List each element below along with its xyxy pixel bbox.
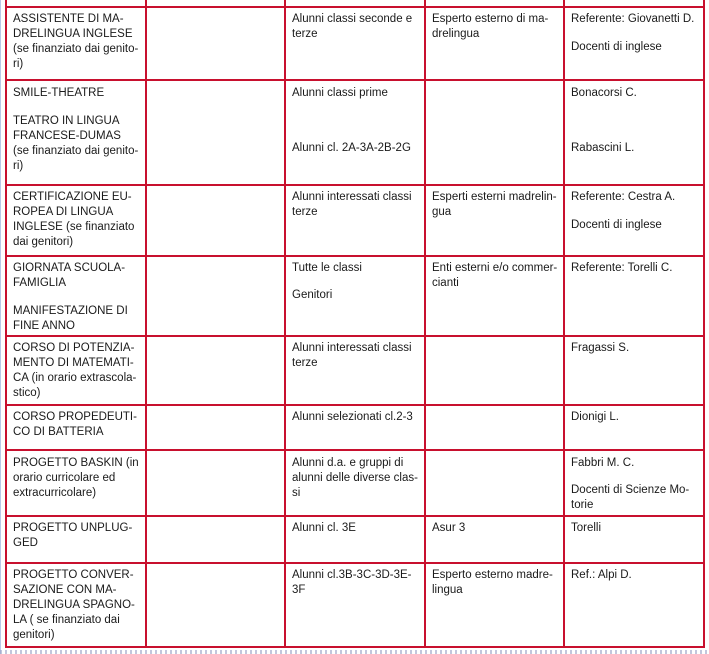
cell-text-line: Rabascini L. [571, 142, 635, 154]
recipients-cell [286, 341, 412, 371]
cell-text-line: Alunni d.a. e gruppi di [292, 457, 404, 469]
project-cell [7, 12, 138, 72]
row-divider [5, 184, 705, 186]
column-divider [145, 0, 147, 648]
cell-text-line: Bonacorsi C. [571, 87, 637, 99]
cell-text-line: CO DI BATTERIA [13, 426, 104, 438]
cell-text-line: Alunni cl.3B-3C-3D-3E- [292, 569, 412, 581]
cell-text-line: torie [571, 499, 594, 511]
referents-cell [565, 521, 601, 536]
referents-cell [565, 341, 629, 356]
row-divider [5, 515, 705, 517]
recipients-cell [286, 190, 412, 220]
recipients-cell [286, 521, 356, 536]
referents-cell [565, 410, 619, 425]
resources-cell [426, 521, 465, 536]
row-divider [5, 79, 705, 81]
cell-text-line: Docenti di inglese [571, 41, 662, 53]
cell-text-line: stico) [13, 387, 41, 399]
cell-text-line: Genitori [292, 289, 333, 301]
referents-cell [565, 190, 675, 205]
recipients-cell [286, 12, 412, 42]
cell-text-line: SAZIONE CON MA- [13, 584, 117, 596]
cell-text-line: Alunni selezionati cl.2-3 [292, 411, 413, 423]
table-border-right [703, 0, 705, 648]
cell-text-line: PROGETTO CONVER- [13, 569, 134, 581]
cell-text-line: Fragassi S. [571, 342, 630, 354]
cell-text-line: 3F [292, 584, 306, 596]
referents-cell [565, 456, 634, 471]
recipients-cell [286, 568, 412, 598]
cell-text-line: CA (in orario extrascola- [13, 372, 137, 384]
cell-text-line: terze [292, 357, 318, 369]
referents-cell [565, 40, 662, 55]
page-edge [0, 0, 1, 654]
cell-text-line: Referente: Torelli C. [571, 262, 673, 274]
cell-text-line: Docenti di Scienze Mo- [571, 484, 690, 496]
cell-text-line: gua [432, 206, 452, 218]
cell-text-line: Fabbri M. C. [571, 457, 635, 469]
cell-text-line: MENTO DI MATEMATI- [13, 357, 134, 369]
cell-text-line: dai genitori) [13, 236, 74, 248]
cell-text-line: MANIFESTAZIONE DI [13, 305, 128, 317]
project-cell [7, 521, 132, 551]
referents-cell [565, 12, 694, 27]
cell-text-line: SMILE-THEATRE [13, 87, 105, 99]
cell-text-line: DRELINGUA INGLESE [13, 28, 133, 40]
project-cell [7, 341, 136, 401]
cell-text-line: alunni delle diverse clas- [292, 472, 418, 484]
resources-cell [426, 12, 548, 42]
project-cell [7, 568, 135, 643]
resources-cell [426, 261, 557, 291]
referents-cell [565, 568, 632, 583]
cell-text-line: Enti esterni e/o commer- [432, 262, 558, 274]
project-cell [7, 410, 137, 440]
cell-text-line: extracurricolare) [13, 487, 97, 499]
cell-text-line: Dionigi L. [571, 411, 619, 423]
cell-text-line: Esperto esterno madre- [432, 569, 553, 581]
cell-text-line: Torelli [571, 522, 602, 534]
cell-text-line: si [292, 487, 301, 499]
referents-cell [565, 483, 689, 513]
cell-text-line: cianti [432, 277, 459, 289]
row-divider [5, 449, 705, 451]
cell-text-line: INGLESE (se finanziato [13, 221, 135, 233]
cell-text-line: PROGETTO UNPLUG- [13, 522, 133, 534]
cell-text-line: Alunni cl. 2A-3A-2B-2G [292, 142, 411, 154]
cell-text-line: Tutte le classi [292, 262, 362, 274]
project-cell [7, 86, 104, 101]
recipients-cell [286, 456, 418, 501]
cell-text-line: lingua [432, 584, 463, 596]
project-cell [7, 261, 125, 291]
cell-text-line: DRELINGUA SPAGNO- [13, 599, 135, 611]
cell-text-line: Alunni interessati classi [292, 342, 412, 354]
cell-text-line: ri) [13, 58, 24, 70]
cell-text-line: (se finanziato dai genito- [13, 145, 139, 157]
project-cell [7, 304, 128, 334]
cell-text-line: FRANCESE-DUMAS [13, 130, 121, 142]
row-divider [5, 335, 705, 337]
table-border-bottom [5, 646, 705, 648]
cell-text-line: terze [292, 206, 318, 218]
cell-text-line: orario curricolare ed [13, 472, 116, 484]
cell-text-line: Alunni interessati classi [292, 191, 412, 203]
cell-text-line: genitori) [13, 629, 55, 641]
referents-cell [565, 86, 637, 101]
project-cell [7, 456, 139, 501]
recipients-cell [286, 288, 332, 303]
cell-text-line: CORSO PROPEDEUTI- [13, 411, 137, 423]
cell-text-line: PROGETTO BASKIN (in [13, 457, 139, 469]
project-cell [7, 114, 138, 174]
cell-text-line: Alunni cl. 3E [292, 522, 356, 534]
resources-cell [426, 190, 557, 220]
cell-text-line: FAMIGLIA [13, 277, 67, 289]
referents-cell [565, 218, 662, 233]
referents-cell [565, 141, 634, 156]
recipients-cell [286, 410, 413, 425]
cell-text-line: Esperti esterni madrelin- [432, 191, 557, 203]
recipients-cell [286, 86, 388, 101]
cell-text-line: CORSO DI POTENZIA- [13, 342, 135, 354]
cell-text-line: ri) [13, 160, 24, 172]
cell-text-line: Alunni classi seconde e [292, 13, 413, 25]
cell-text-line: GIORNATA SCUOLA- [13, 262, 126, 274]
cell-text-line: (se finanziato dai genito- [13, 43, 139, 55]
recipients-cell [286, 261, 362, 276]
cell-text-line: drelingua [432, 28, 480, 40]
page-break-marker [0, 650, 709, 654]
cell-text-line: Referente: Giovanetti D. [571, 13, 695, 25]
cell-text-line: terze [292, 28, 318, 40]
cell-text-line: Alunni classi prime [292, 87, 388, 99]
column-divider [424, 0, 426, 648]
cell-text-line: CERTIFICAZIONE EU- [13, 191, 132, 203]
row-divider [5, 255, 705, 257]
project-cell [7, 190, 134, 250]
cell-text-line: ASSISTENTE DI MA- [13, 13, 124, 25]
cell-text-line: Esperto esterno di ma- [432, 13, 549, 25]
cell-text-line: ROPEA DI LINGUA [13, 206, 114, 218]
referents-cell [565, 261, 672, 276]
resources-cell [426, 568, 553, 598]
cell-text-line: GED [13, 537, 38, 549]
cell-text-line: Referente: Cestra A. [571, 191, 676, 203]
row-divider [5, 562, 705, 564]
recipients-cell [286, 141, 411, 156]
row-divider [5, 404, 705, 406]
cell-text-line: TEATRO IN LINGUA [13, 115, 120, 127]
row-divider [5, 6, 705, 8]
cell-text-line: Asur 3 [432, 522, 466, 534]
cell-text-line: FINE ANNO [13, 320, 75, 332]
cell-text-line: Ref.: Alpi D. [571, 569, 632, 581]
cell-text-line: Docenti di inglese [571, 219, 662, 231]
cell-text-line: LA ( se finanziato dai [13, 614, 120, 626]
